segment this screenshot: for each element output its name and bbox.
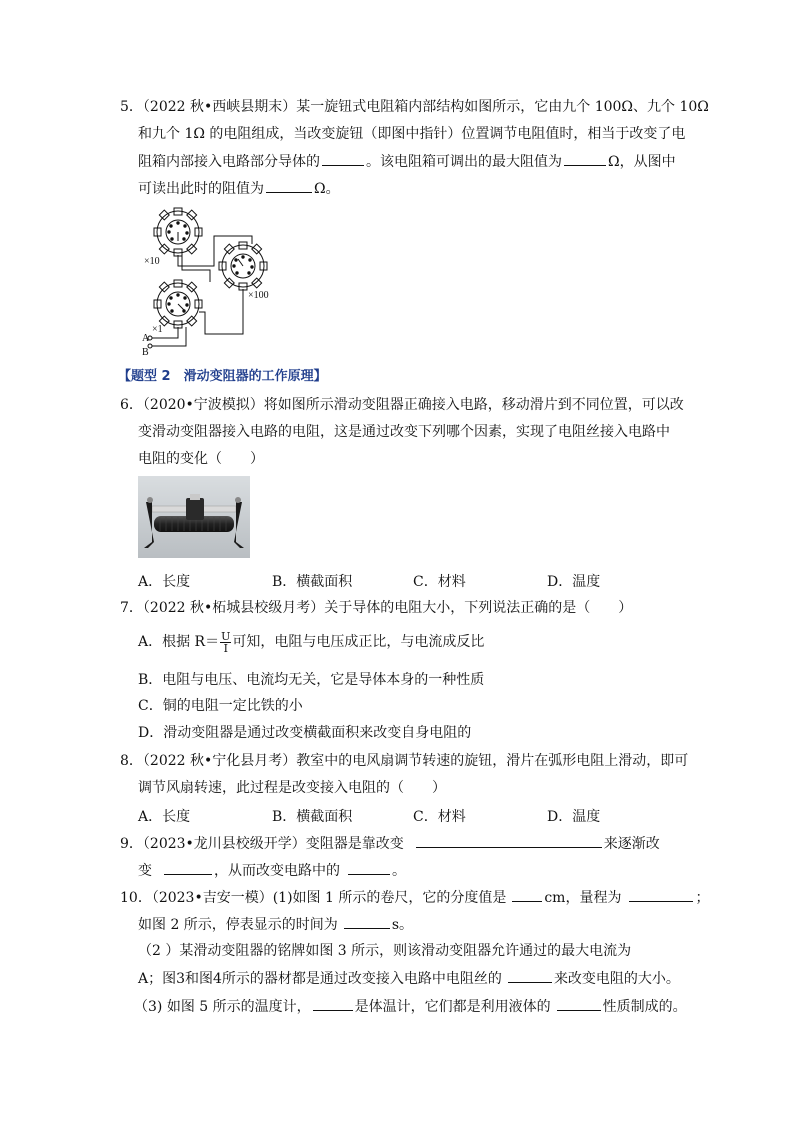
q6-line-1: 6．（2020•宁波模拟）将如图所示滑动变阻器正确接入电路，移动滑片到不同位置，可以改 bbox=[120, 397, 684, 413]
label-a: A bbox=[142, 333, 150, 344]
q10-line-1-text-a: 10．（2023•吉安一模）(1)如图 1 所示的卷尺，它的分度值是 bbox=[120, 890, 507, 906]
fraction-numerator: U bbox=[221, 629, 231, 643]
q10-line-1-text-c: ； bbox=[695, 890, 710, 906]
q5-line-3-text-a: 阻箱内部接入电路部分导体的 bbox=[138, 154, 320, 170]
q7-line-1: 7．（2022 秋•柘城县校级月考）关于导体的电阻大小，下列说法正确的是（ ） bbox=[120, 600, 633, 616]
label-x100: ×100 bbox=[248, 290, 269, 301]
q8-option-d[interactable]: D．温度 bbox=[547, 809, 601, 825]
q9-blank-2[interactable] bbox=[164, 860, 212, 875]
q9-line-1-text-a: 9．（2023•龙川县校级开学）变阻器是靠改变 bbox=[120, 836, 404, 852]
q7-option-b[interactable]: B．电阻与电压、电流均无关，它是导体本身的一种性质 bbox=[138, 672, 485, 688]
q6-line-2: 变滑动变阻器接入电路的电阻，这是通过改变下列哪个因素，实现了电阻丝接入电路中 bbox=[138, 424, 670, 440]
q6-line-3: 电阻的变化（ ） bbox=[138, 451, 264, 467]
q9-line-1 bbox=[120, 833, 660, 853]
q9-blank-3[interactable] bbox=[348, 860, 390, 875]
q10-blank-6[interactable] bbox=[557, 996, 601, 1011]
rheostat-slider bbox=[186, 498, 204, 520]
q5-line-2: 和九个 1Ω 的电阻组成，当改变旋钮（即图中指针）位置调节电阻值时，相当于改变了电 bbox=[138, 126, 686, 142]
q5-line-3-text-b: 。该电阻箱可调出的最大阻值为 bbox=[366, 154, 562, 170]
q10-line-2-text-a: 如图 2 所示，停表显示的时间为 bbox=[138, 917, 338, 933]
label-b: B bbox=[142, 347, 149, 358]
q9-line-2-text-c: 。 bbox=[392, 863, 406, 879]
q9-line-2-text-a: 变 bbox=[138, 863, 152, 879]
dial-x100 bbox=[219, 242, 267, 290]
q10-line-2 bbox=[138, 914, 413, 934]
q10-line-5-text-c: 性质制成的。 bbox=[602, 999, 687, 1015]
q5-line-4-text-a: 可读出此时的阻值为 bbox=[138, 181, 264, 197]
q5-line-4-text-b: Ω。 bbox=[314, 181, 340, 197]
q10-line-4 bbox=[138, 968, 680, 988]
q6-option-d[interactable]: D．温度 bbox=[547, 574, 601, 590]
q10-line-5-text-a: （3) 如图 5 所示的温度计， bbox=[134, 999, 311, 1015]
q7-option-a[interactable] bbox=[138, 630, 484, 654]
q8-line-1: 8．（2022 秋•宁化县月考）教室中的电风扇调节转速的旋钮，滑片在弧形电阻上滑动，即可 bbox=[120, 753, 689, 769]
label-x10: ×10 bbox=[144, 256, 160, 267]
q7-option-d[interactable]: D．滑动变阻器是通过改变横截面积来改变自身电阻的 bbox=[138, 725, 472, 741]
q9-blank-1[interactable] bbox=[416, 833, 602, 848]
dial-x10 bbox=[154, 208, 202, 256]
q5-line-3-text-c: Ω，从图中 bbox=[608, 154, 676, 170]
q5-blank-1[interactable] bbox=[322, 151, 364, 166]
label-x1: ×1 bbox=[152, 324, 163, 335]
q8-option-c[interactable]: C．材料 bbox=[413, 809, 466, 825]
q5-line-3 bbox=[138, 151, 676, 171]
fraction-denominator: I bbox=[223, 641, 228, 655]
q10-blank-4[interactable] bbox=[508, 968, 552, 983]
q5-blank-3[interactable] bbox=[266, 178, 312, 193]
q10-line-5-text-b: 是体温计，它们都是利用液体的 bbox=[354, 999, 551, 1015]
q6-option-b[interactable]: B．横截面积 bbox=[272, 574, 353, 590]
q9-line-1-text-b: 来逐渐改 bbox=[603, 836, 660, 852]
q10-blank-3[interactable] bbox=[344, 914, 390, 929]
q7-option-a-post: 可知，电阻与电压成正比，与电流成反比 bbox=[232, 634, 485, 650]
dial-x1 bbox=[154, 280, 202, 328]
q10-line-2-text-b: s。 bbox=[391, 917, 413, 933]
wire-2 bbox=[182, 255, 210, 282]
q8-option-b[interactable]: B．横截面积 bbox=[272, 809, 353, 825]
q7-option-c[interactable]: C．铜的电阻一定比铁的小 bbox=[138, 698, 303, 714]
q10-line-1 bbox=[120, 887, 709, 907]
q5-line-1: 5．（2022 秋•西峡县期末）某一旋钮式电阻箱内部结构如图所示，它由九个 100Ω、九个 10Ω bbox=[120, 99, 709, 115]
q10-blank-1[interactable] bbox=[512, 887, 542, 902]
q6-option-c[interactable]: C．材料 bbox=[413, 574, 466, 590]
rheostat-photo bbox=[138, 476, 250, 558]
resistance-box-figure bbox=[140, 206, 280, 358]
section-heading: 【题型 2 滑动变阻器的工作原理】 bbox=[118, 369, 327, 384]
fraction-u-over-i bbox=[220, 631, 231, 654]
q10-blank-5[interactable] bbox=[313, 996, 353, 1011]
q8-line-2: 调节风扇转速，此过程是改变接入电阻的（ ） bbox=[138, 780, 446, 796]
q10-blank-2[interactable] bbox=[629, 887, 693, 902]
q10-line-1-text-b: cm，量程为 bbox=[544, 890, 622, 906]
q5-line-4 bbox=[138, 178, 340, 198]
q5-blank-2[interactable] bbox=[564, 151, 606, 166]
q7-option-a-pre: A．根据 R＝ bbox=[138, 634, 220, 650]
q10-line-3: （2 ）某滑动变阻器的铭牌如图 3 所示，则该滑动变阻器允许通过的最大电流为 bbox=[138, 943, 632, 959]
q10-line-5 bbox=[134, 996, 687, 1016]
q10-line-4-text-a: A；图3和图4所示的器材都是通过改变接入电路中电阻丝的 bbox=[138, 971, 502, 987]
q9-line-2-text-b: ，从而改变电路中的 bbox=[214, 863, 340, 879]
q6-option-a[interactable]: A．长度 bbox=[138, 574, 191, 590]
q10-line-4-text-b: 来改变电阻的大小。 bbox=[553, 971, 680, 987]
q8-option-a[interactable]: A．长度 bbox=[138, 809, 191, 825]
q9-line-2 bbox=[138, 860, 406, 880]
wire-3 bbox=[199, 289, 243, 334]
